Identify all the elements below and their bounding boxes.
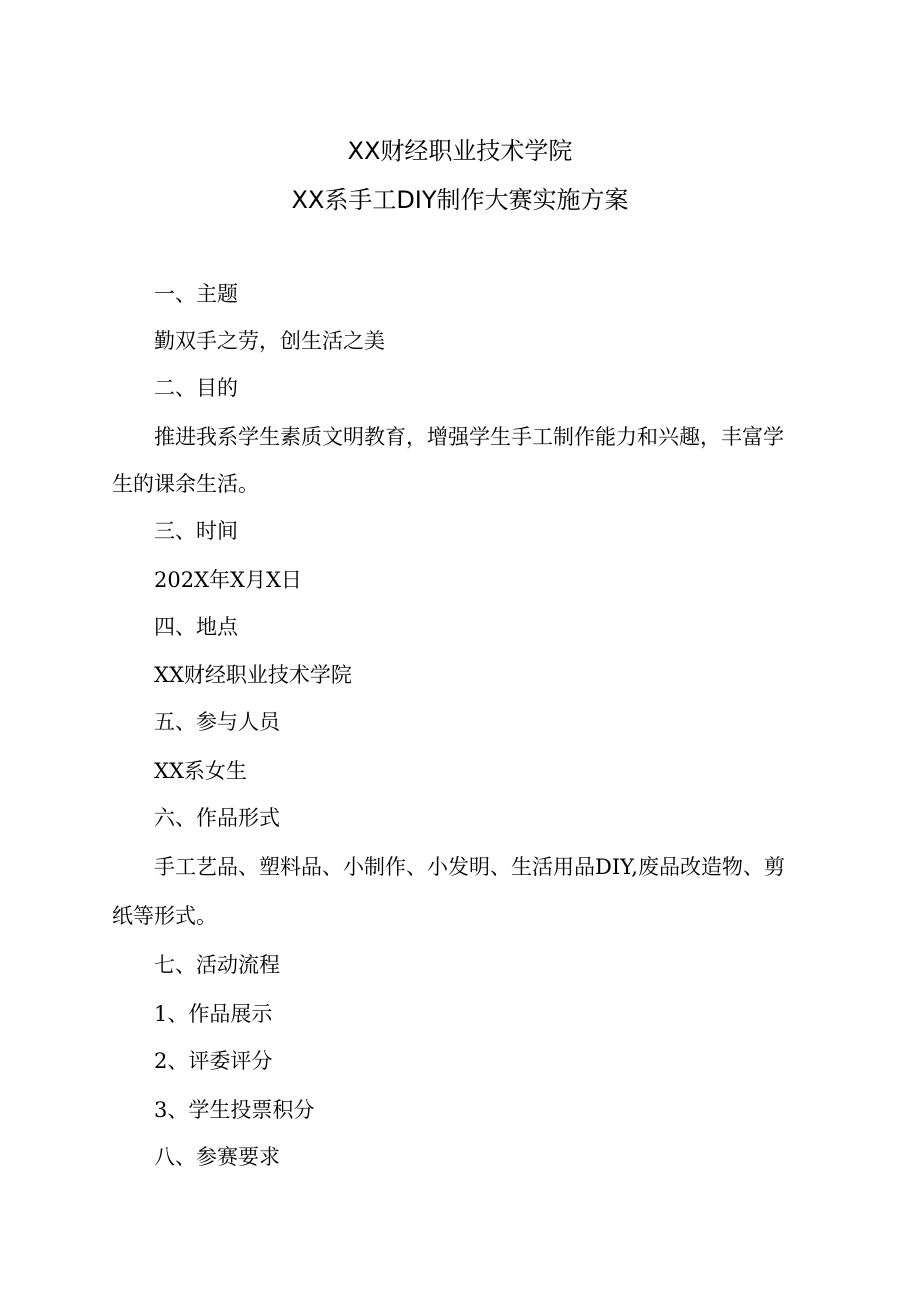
section-heading-process: 七、活动流程 <box>154 953 280 977</box>
section-heading-form: 六、作品形式 <box>154 806 280 830</box>
section-heading-time: 三、时间 <box>154 519 238 543</box>
section-heading-place: 四、地点 <box>154 615 238 639</box>
process-list-item: 1、作品展示 <box>154 1002 273 1026</box>
process-list-item: 3、学生投票积分 <box>154 1098 315 1122</box>
document-title-institution: XX财经职业技术学院 <box>347 137 573 165</box>
place-text: XX财经职业技术学院 <box>154 663 352 687</box>
participants-text: XX系女生 <box>154 759 247 783</box>
purpose-text-line-2: 生的课余生活。 <box>112 472 259 496</box>
section-heading-theme: 一、主题 <box>154 282 238 306</box>
process-list-item: 2、评委评分 <box>154 1049 273 1073</box>
section-heading-participants: 五、参与人员 <box>154 710 280 734</box>
form-text-line-1: 手工艺品、塑料品、小制作、小发明、生活用品DIY,废品改造物、剪 <box>154 855 785 879</box>
purpose-text-line-1: 推进我系学生素质文明教育，增强学生手工制作能力和兴趣，丰富学 <box>154 425 784 449</box>
section-heading-purpose: 二、目的 <box>154 376 238 400</box>
theme-text: 勤双手之劳，创生活之美 <box>154 329 385 353</box>
document-title-plan: XX系手工DIY制作大赛实施方案 <box>291 186 629 214</box>
section-heading-requirements: 八、参赛要求 <box>154 1145 280 1169</box>
time-text: 202X年X月X日 <box>154 568 302 592</box>
form-text-line-2: 纸等形式。 <box>112 904 217 928</box>
